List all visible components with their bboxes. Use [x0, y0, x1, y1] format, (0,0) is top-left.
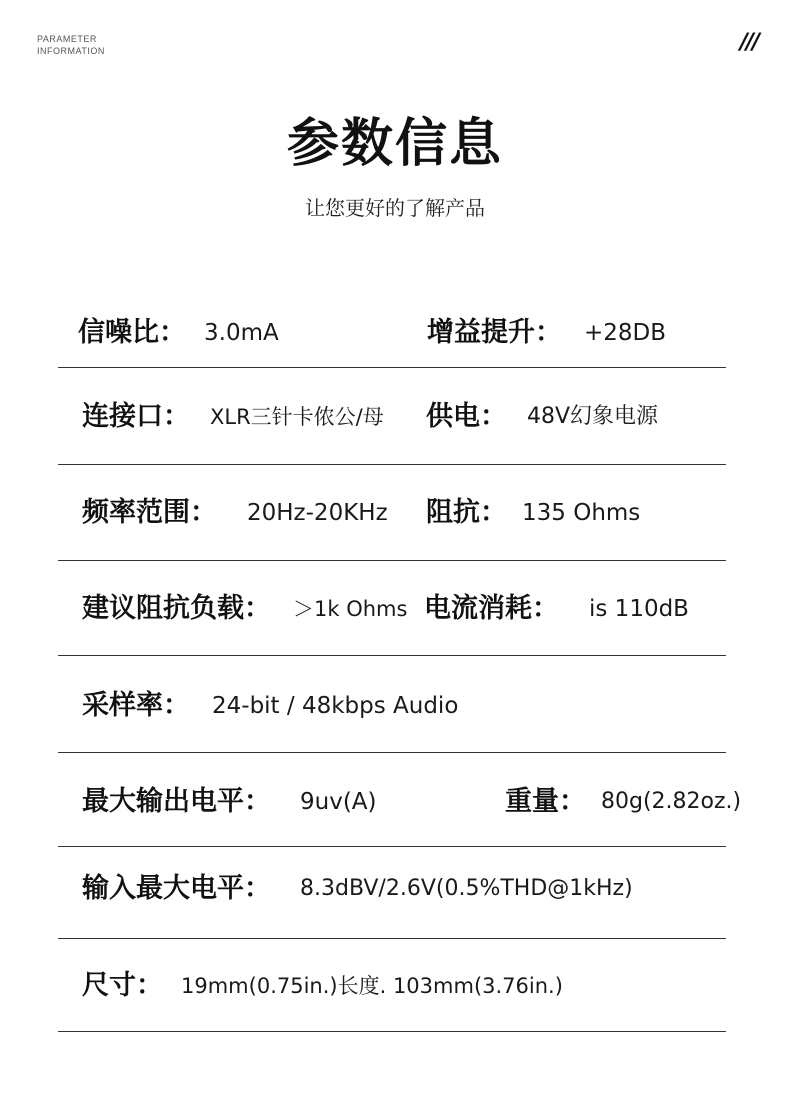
spec-row [0, 961, 790, 1011]
divider [58, 846, 726, 847]
spec-label: 电流消耗： [424, 593, 559, 624]
spec-value: 20Hz-20KHz [247, 500, 388, 526]
spec-row [0, 681, 790, 731]
spec-row [0, 584, 790, 634]
spec-label: 信噪比： [78, 317, 186, 348]
corner-label-line1: PARAMETER [37, 34, 97, 44]
spec-row [0, 308, 790, 358]
spec-value: 3.0mA [204, 320, 279, 346]
spec-value: 24-bit / 48kbps Audio [212, 693, 459, 719]
spec-row [0, 864, 790, 914]
spec-value: 135 Ohms [522, 500, 641, 526]
spec-label: 采样率： [82, 690, 190, 721]
divider [58, 938, 726, 939]
spec-value: is 110dB [589, 596, 689, 622]
spec-label: 输入最大电平： [82, 873, 271, 904]
spec-label: 最大输出电平： [82, 786, 271, 817]
spec-label: 连接口： [82, 401, 190, 432]
divider [58, 752, 726, 753]
spec-label: 尺寸： [82, 970, 163, 1001]
spec-value: 8.3dBV/2.6V(0.5%THD@1kHz) [300, 876, 633, 901]
spec-value: XLR三针卡侬公/母 [210, 405, 384, 429]
divider [58, 655, 726, 656]
spec-value: ＞1k Ohms [293, 597, 408, 621]
spec-value: 19mm(0.75in.)长度. 103mm(3.76in.) [181, 974, 563, 998]
page-title: 参数信息 [286, 114, 503, 174]
spec-row [0, 392, 790, 442]
slashes-decor-icon: /// [739, 30, 758, 55]
spec-label: 增益提升： [427, 317, 562, 348]
page-subtitle: 让您更好的了解产品 [305, 196, 485, 220]
spec-label: 建议阻抗负载： [82, 593, 271, 624]
corner-label [37, 33, 105, 57]
spec-value: 48V幻象电源 [527, 404, 659, 429]
divider [58, 1031, 726, 1032]
spec-value: +28DB [584, 320, 667, 346]
corner-label-line2: INFORMATION [37, 46, 105, 56]
spec-label: 频率范围： [82, 497, 217, 528]
divider [58, 367, 726, 368]
divider [58, 464, 726, 465]
spec-label: 阻抗： [426, 497, 507, 528]
spec-row [0, 777, 790, 827]
spec-value: 80g(2.82oz.) [601, 789, 742, 814]
spec-label: 重量： [505, 786, 586, 817]
spec-label: 供电： [426, 401, 507, 432]
spec-row [0, 488, 790, 538]
spec-value: 9uv(A) [300, 789, 377, 815]
divider [58, 560, 726, 561]
